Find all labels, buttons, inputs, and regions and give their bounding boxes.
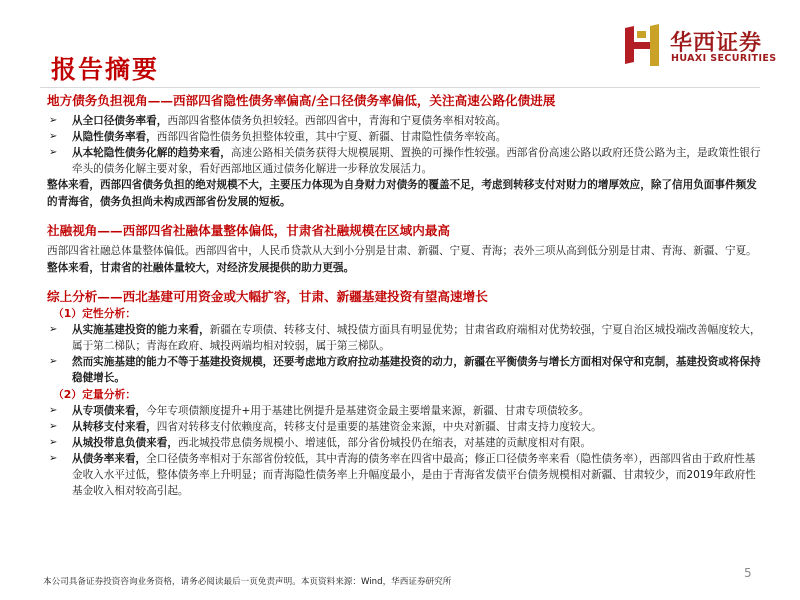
page-number: 5	[744, 566, 752, 580]
arrow-bullet-icon: ➢	[49, 421, 58, 432]
footer-disclaimer: 本公司具备证券投资咨询业务资格，请务必阅读最后一页免责声明。本页资料来源：Wind，华西证券研究所	[43, 577, 452, 587]
bullet-item: ➢ 从全口径债务率看，西部四省整体债务负担较轻。西部四省中，青海和宁夏债务率相对较高。	[49, 115, 507, 127]
subheading-qualitative: （1）定性分析：	[53, 307, 137, 320]
arrow-bullet-icon: ➢	[49, 115, 58, 126]
bullet-item: ➢ 从实施基建投资的能力来看，新疆在专项债、转移支付、城投债方面具有明显优势；甘肃省政府端相对优势较强，宁夏自治区城投端改善幅度较大，属于第二梯队；青海在政府、城投两端均相对较弱，属于第三梯队。	[49, 324, 761, 352]
bullet-item: ➢ 从转移支付来看，四省对转移支付依赖度高，转移支付是重要的基建资金来源，中央对新疆、甘肃支持力度较大。	[49, 421, 602, 433]
logo-english-name: HUAXI SECURITIES	[671, 53, 777, 64]
bullet-item: ➢ 从隐性债务率看，西部四省隐性债务负担整体较重，其中宁夏、新疆、甘肃隐性债务率较高。	[49, 131, 507, 143]
arrow-bullet-icon: ➢	[49, 147, 58, 158]
section-heading-conclusion: 综上分析——西北基建可用资金或大幅扩容，甘肃、新疆基建投资有望高速增长	[47, 289, 488, 304]
section-paragraph: 西部四省社融总体量整体偏低。西部四省中，人民币贷款从大到小分别是甘肃、新疆、宁夏、青海；表外三项从高到低分别是甘肃、青海、新疆、宁夏。整体来看，甘肃省的社融体量较大，对经济发展提供的助力更强。	[47, 245, 757, 274]
report-summary-body	[47, 92, 763, 499]
section-heading-social-financing: 社融视角——西部四省社融体量整体偏低，甘肃省社融规模在区域内最高	[47, 223, 450, 238]
bullet-item: ➢ 从本轮隐性债务化解的趋势来看，高速公路相关债务获得大规模展期、置换的可操作性较强。西部省份高速公路以政府还贷公路为主，是政策性银行牵头的债务化解主要对象，看好西部地区通过债务化解进一步释放发展活力。	[49, 147, 761, 175]
logo-chinese-name: 华西证券	[670, 31, 763, 56]
arrow-bullet-icon: ➢	[49, 356, 58, 367]
page-title: 报告摘要	[51, 55, 160, 84]
section-summary: 整体来看，西部四省债务负担的绝对规模不大，主要压力体现为自身财力对债务的覆盖不足，考虑到转移支付对财力的增厚效应，除了信用负面事件频发的青海省，债务负担尚未构成西部省份发展的短板。	[47, 179, 757, 208]
bullet-item: ➢ 从专项债来看，今年专项债额度提升+用于基建比例提升是基建资金最主要增量来源，新疆、甘肃专项债较多。	[49, 405, 590, 417]
bullet-item: ➢ 然而实施基建的能力不等于基建投资规模，还要考虑地方政府拉动基建投资的动力，新疆在平衡债务与增长方面相对保守和克制，基建投资或将保持稳健增长。	[49, 356, 761, 384]
title-divider	[40, 87, 760, 88]
bullet-item: ➢ 从城投带息负债来看，西北城投带息债务规模小、增速低，部分省份城投仍在缩表，对基建的贡献度相对有限。	[49, 437, 592, 449]
bullet-item: ➢ 从债务率来看，全口径债务率相对于东部省份较低，其中青海的债务率在四省中最高；修正口径债务率来看（隐性债务率），西部四省由于政府性基金收入水平过低，整体债务率上升明显；而青海隐性债务率上升幅度最小，是由于青海省发债平台债务规模相对新疆、甘肃较少，而2019年政府性基金收入相对较高引起。	[49, 453, 756, 497]
subheading-quantitative: （2）定量分析：	[53, 388, 137, 401]
arrow-bullet-icon: ➢	[49, 453, 58, 464]
arrow-bullet-icon: ➢	[49, 437, 58, 448]
huaxi-logo-icon	[622, 22, 662, 68]
arrow-bullet-icon: ➢	[49, 405, 58, 416]
section-heading-debt: 地方债务负担视角——西部四省隐性债务率偏高/全口径债务率偏低，关注高速公路化债进展	[47, 93, 556, 108]
arrow-bullet-icon: ➢	[49, 324, 58, 335]
company-logo	[622, 22, 782, 70]
arrow-bullet-icon: ➢	[49, 131, 58, 142]
